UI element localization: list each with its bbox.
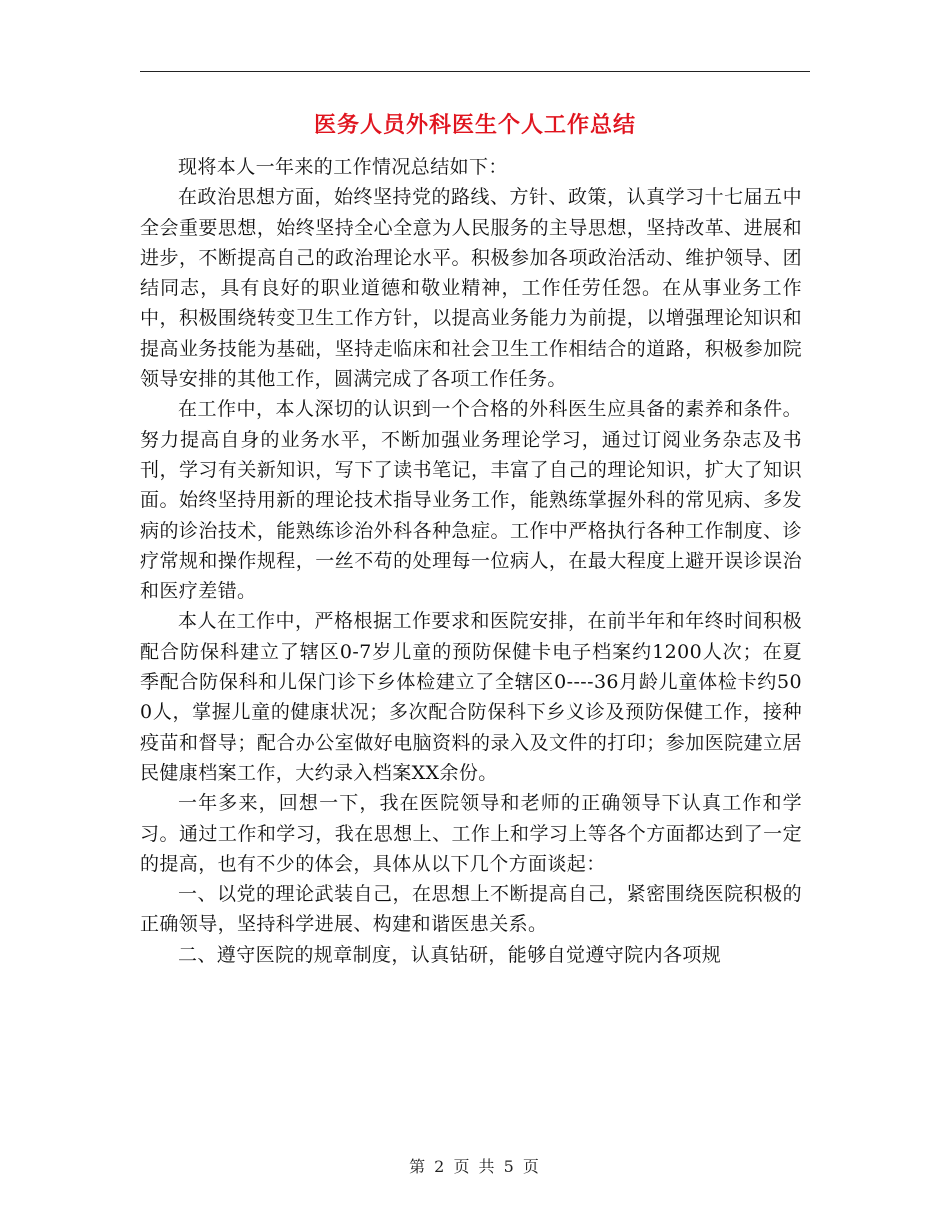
paragraph-intro: 现将本人一年来的工作情况总结如下： [178, 156, 508, 178]
paragraph-reflection: 一年多来，回想一下，我在医院领导和老师的正确领导下认真工作和学习。通过工作和学习，我在思想上、工作上和学习上等各个方面都达到了一定的提高，也有不少的体会，具体从以下几个方面谈起： [140, 792, 802, 875]
header-rule [140, 71, 810, 72]
paragraph-political: 在政治思想方面，始终坚持党的路线、方针、政策，认真学习十七届五中全会重要思想，始终坚持全心全意为人民服务的主导思想，坚持改革、进展和进步，不断提高自己的政治理论水平。积极参加各项政治活动、维护领导、团结同志，具有良好的职业道德和敬业精神，工作任劳任怨。在从事业务工作中，积极围绕转变卫生工作方针，以提高业务能力为前提，以增强理论知识和提高业务技能为基础，坚持走临床和社会卫生工作相结合的道路，积极参加院领导安排的其他工作，圆满完成了各项工作任务。 [140, 186, 802, 391]
paragraph-point-one: 一、以党的理论武装自己，在思想上不断提高自己，紧密围绕医院积极的正确领导，坚持科学进展、构建和谐医患关系。 [140, 883, 802, 936]
paragraph-point-two: 二、遵守医院的规章制度，认真钻研，能够自觉遵守院内各项规 [178, 943, 722, 966]
document-title: 医务人员外科医生个人工作总结 [313, 113, 636, 138]
document-body [140, 152, 802, 970]
paragraph-duties: 本人在工作中，严格根据工作要求和医院安排，在前半年和年终时间积极配合防保科建立了辖区0-7岁儿童的预防保健卡电子档案约1200人次；在夏季配合防保科和儿保门诊下乡体检建立了全辖区0----36月龄儿童体检卡约500人，掌握儿童的健康状况；多次配合防保科下乡义诊及预防保健工作，接种疫苗和督导；配合办公室做好电脑资料的录入及文件的打印；参加医院建立居民健康档案工作，大约录入档案XX余份。 [140, 610, 802, 784]
paragraph-work: 在工作中，本人深切的认识到一个合格的外科医生应具备的素养和条件。努力提高自身的业务水平，不断加强业务理论学习，通过订阅业务杂志及书刊，学习有关新知识，写下了读书笔记，丰富了自己的理论知识，扩大了知识面。始终坚持用新的理论技术指导业务工作，能熟练掌握外科的常见病、多发病的诊治技术，能熟练诊治外科各种急症。工作中严格执行各种工作制度、诊疗常规和操作规程，一丝不苟的处理每一位病人，在最大程度上避开误诊误治和医疗差错。 [140, 398, 802, 603]
page-footer: 第 2 页 共 5 页 [409, 1157, 541, 1176]
